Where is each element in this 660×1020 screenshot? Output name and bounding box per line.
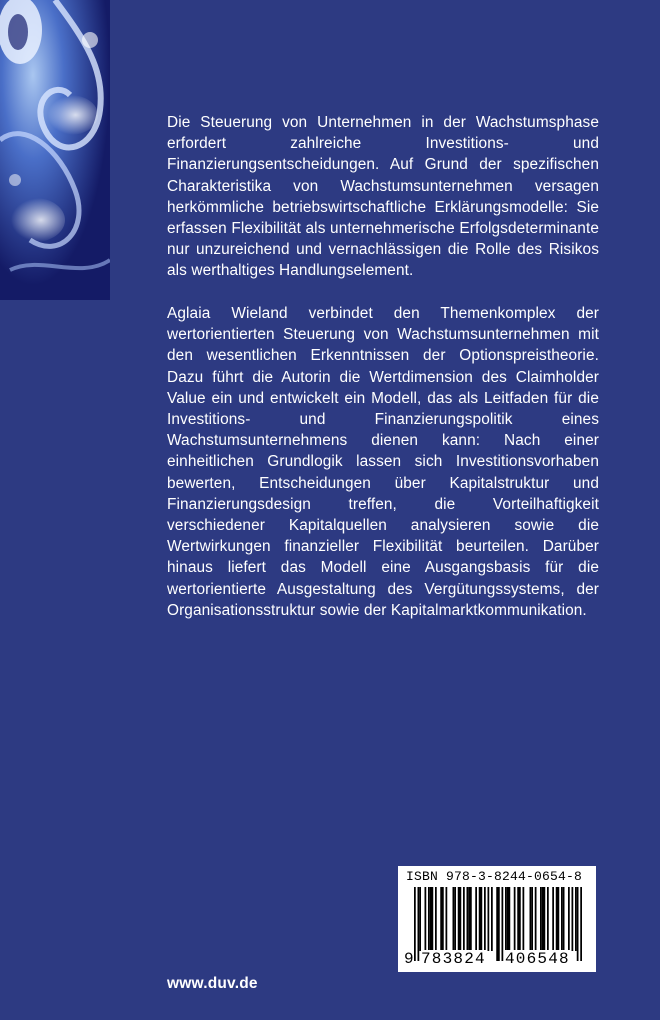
barcode-bar — [491, 887, 493, 951]
barcode-bar — [552, 887, 554, 951]
barcode-bar — [470, 887, 472, 951]
barcode-bar — [440, 887, 442, 951]
barcode-bar — [467, 887, 469, 951]
blurb-paragraph-2: Aglaia Wieland verbindet den Themenkomplex der wertorientierten Steuerung von Wachstumsunternehmen mit den wesentlichen Erkenntnissen der Optionspreistheorie. Dazu führt die Autorin die Wertdimension des Claimholder Value ein und entwickelt ein Modell, das als Leitfaden für die Investitions- und Finanzierungspolitik eines Wachstumsunternehmens dienen kann: Nach einer einheitlichen Grundlogik lassen sich Investitionsvorhaben bewerten, Entscheidungen über Kapitalstruktur und Finanzierungsdesign treffen, die Vorteilhaftigkeit verschiedener Kapitalquellen analysieren sowie die Wertwirkungen finanzieller Flexibilität beurteilen. Darüber hinaus liefert das Modell eine Ausgangsbasis für die wertorientierte Ausgestaltung des Vergütungssystems, der Organisationsstruktur sowie der Kapitalmarktkommunikation. — [167, 305, 599, 619]
barcode-bar — [542, 887, 544, 951]
barcode-digit-first: 9 — [404, 950, 414, 968]
barcode-bar — [572, 887, 574, 951]
barcode-bar — [531, 887, 533, 951]
barcode-bar — [575, 887, 577, 951]
barcode-bar — [577, 887, 579, 961]
barcode-bar — [468, 887, 470, 951]
barcode-bar — [481, 887, 483, 951]
barcode-bar — [556, 887, 558, 951]
barcode-bar — [568, 887, 570, 951]
barcode-bar — [442, 887, 444, 951]
barcode-bar — [502, 887, 504, 961]
barcode-bar — [517, 887, 519, 951]
barcode-bar — [484, 887, 486, 951]
barcode-digits-left: 783824 — [421, 950, 486, 968]
barcode-bar — [479, 887, 481, 951]
isbn-barcode — [398, 866, 596, 972]
barcode-bar — [505, 887, 507, 951]
barcode-bar — [496, 887, 498, 961]
barcode-bar — [430, 887, 432, 951]
barcode-bar — [563, 887, 565, 951]
barcode-bar — [428, 887, 430, 951]
barcode-bar — [453, 887, 455, 951]
barcode-bar — [514, 887, 516, 951]
barcode-bar — [414, 887, 416, 961]
barcode-bar — [580, 887, 582, 961]
barcode-digits-right: 406548 — [505, 950, 570, 968]
barcode-bar — [425, 887, 427, 951]
barcode-bar — [547, 887, 549, 951]
cover-photo-fragment — [0, 0, 110, 300]
barcode-bar — [558, 887, 560, 951]
barcode-bar — [523, 887, 525, 951]
barcode-bar — [419, 887, 421, 951]
barcode-bar — [507, 887, 509, 951]
barcode-bar — [446, 887, 448, 951]
barcode-bar — [458, 887, 460, 951]
barcode-bar — [432, 887, 434, 951]
barcode-bar — [530, 887, 532, 951]
barcode-bar — [418, 887, 420, 961]
isbn-label: ISBN 978-3-8244-0654-8 — [406, 869, 583, 884]
barcode-bar — [561, 887, 563, 951]
barcode-bar — [498, 887, 500, 961]
barcode-bar — [519, 887, 521, 951]
barcode-bar — [544, 887, 546, 951]
barcode-bar — [488, 887, 490, 951]
barcode-bar — [463, 887, 465, 951]
barcode-bar — [540, 887, 542, 951]
publisher-website: www.duv.de — [167, 975, 258, 992]
barcode-bar — [435, 887, 437, 951]
barcode-bar — [475, 887, 477, 951]
barcode-bar — [454, 887, 456, 951]
barcode-bar — [509, 887, 511, 951]
blurb-paragraph-1: Die Steuerung von Unternehmen in der Wachstumsphase erfordert zahlreiche Investitions- und Finanzierungsentscheidungen. Auf Grund der spezifischen Charakteristika von Wachstumsunternehmen versagen herkömmliche betriebswirtschaftliche Erklärungsmodelle: Sie erfassen Flexibilität als unternehmerische Erfolgsdeterminante nur unzureichend und vernachlässigen die Rolle des Risikos als werthaltiges Handlungselement. — [167, 114, 599, 280]
abstract-photo-icon — [0, 0, 110, 300]
barcode-bar — [535, 887, 537, 951]
barcode-bar — [460, 887, 462, 951]
